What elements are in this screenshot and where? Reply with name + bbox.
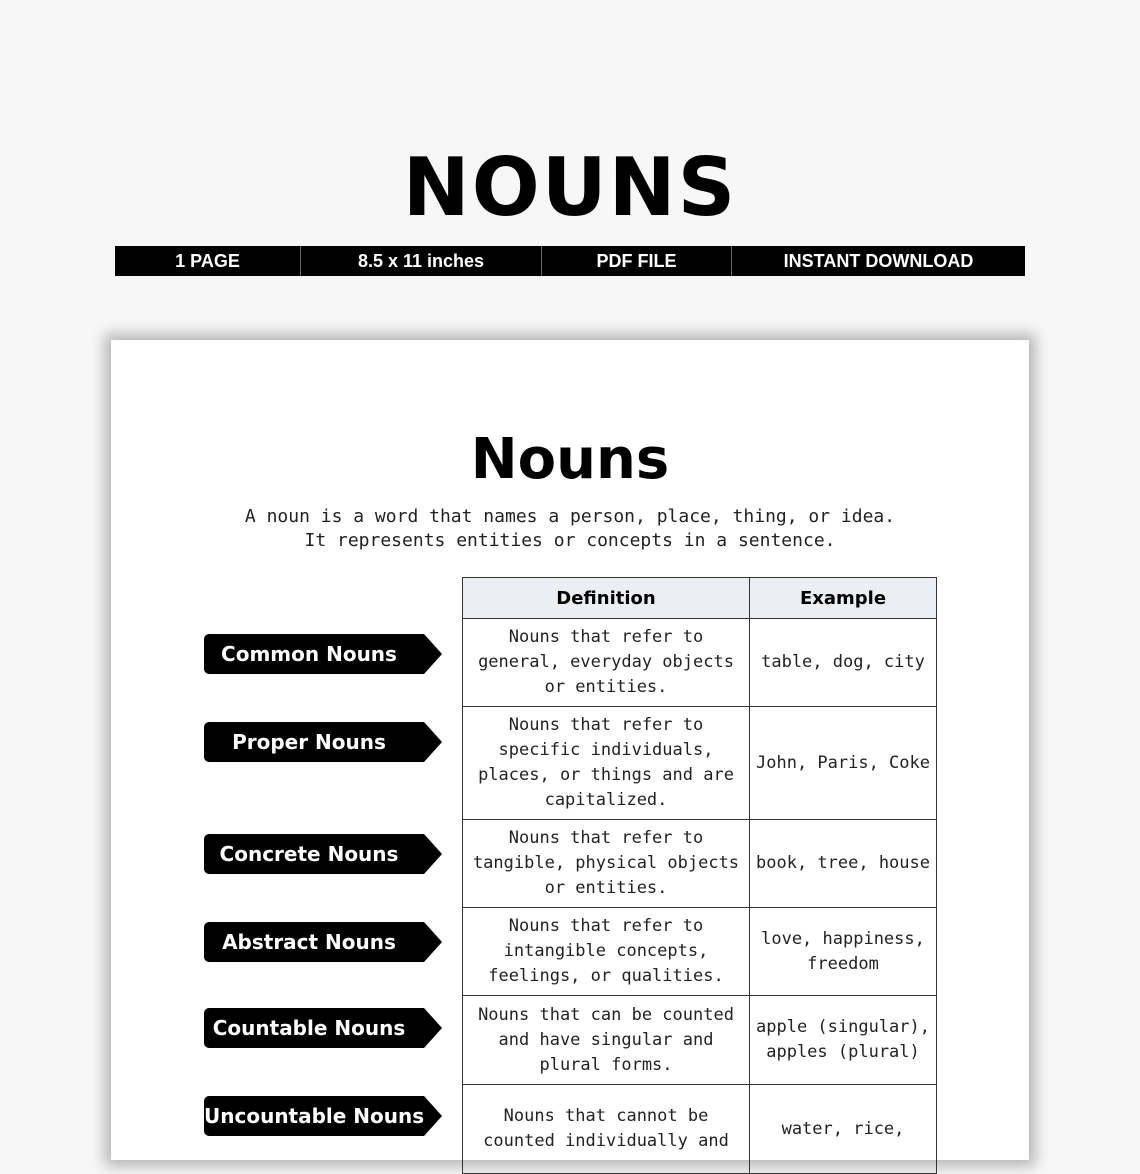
info-format: PDF FILE — [542, 246, 732, 276]
definition-cell: Nouns that cannot be counted individually and — [463, 1085, 750, 1174]
info-pages: 1 PAGE — [115, 246, 301, 276]
nouns-table — [462, 577, 937, 1174]
definition-cell: Nouns that can be counted and have singular and plural forms. — [463, 996, 750, 1085]
table-header-row — [463, 578, 937, 619]
product-info-bar — [115, 246, 1025, 276]
example-cell: apple (singular), apples (plural) — [750, 996, 937, 1085]
example-cell: water, rice, — [750, 1085, 937, 1174]
table-row — [463, 619, 937, 707]
label-uncountable-nouns: Uncountable Nouns — [204, 1096, 424, 1136]
header-example: Example — [750, 578, 937, 619]
definition-cell: Nouns that refer to tangible, physical objects or entities. — [463, 820, 750, 908]
table-row — [463, 1085, 937, 1174]
header-definition: Definition — [463, 578, 750, 619]
example-cell: love, happiness, freedom — [750, 908, 937, 996]
definition-cell: Nouns that refer to general, everyday objects or entities. — [463, 619, 750, 707]
label-countable-nouns: Countable Nouns — [204, 1008, 424, 1048]
table-row — [463, 908, 937, 996]
label-concrete-nouns: Concrete Nouns — [204, 834, 424, 874]
table-row — [463, 996, 937, 1085]
worksheet-title: Nouns — [470, 427, 670, 492]
page-title: NOUNS — [402, 141, 738, 234]
info-download: INSTANT DOWNLOAD — [783, 251, 974, 271]
intro-line-2: It represents entities or concepts in a sentence. — [304, 530, 836, 551]
example-cell: John, Paris, Coke — [750, 707, 937, 820]
definition-cell: Nouns that refer to intangible concepts, feelings, or qualities. — [463, 908, 750, 996]
info-size: 8.5 x 11 inches — [301, 246, 542, 276]
label-abstract-nouns: Abstract Nouns — [204, 922, 424, 962]
worksheet-preview — [111, 340, 1029, 1160]
table-row — [463, 707, 937, 820]
example-cell: table, dog, city — [750, 619, 937, 707]
example-cell: book, tree, house — [750, 820, 937, 908]
label-proper-nouns: Proper Nouns — [204, 722, 424, 762]
definition-cell: Nouns that refer to specific individuals, places, or things and are capitalized. — [463, 707, 750, 820]
table-row — [463, 820, 937, 908]
intro-line-1: A noun is a word that names a person, place, thing, or idea. — [244, 506, 896, 527]
label-common-nouns: Common Nouns — [204, 634, 424, 674]
